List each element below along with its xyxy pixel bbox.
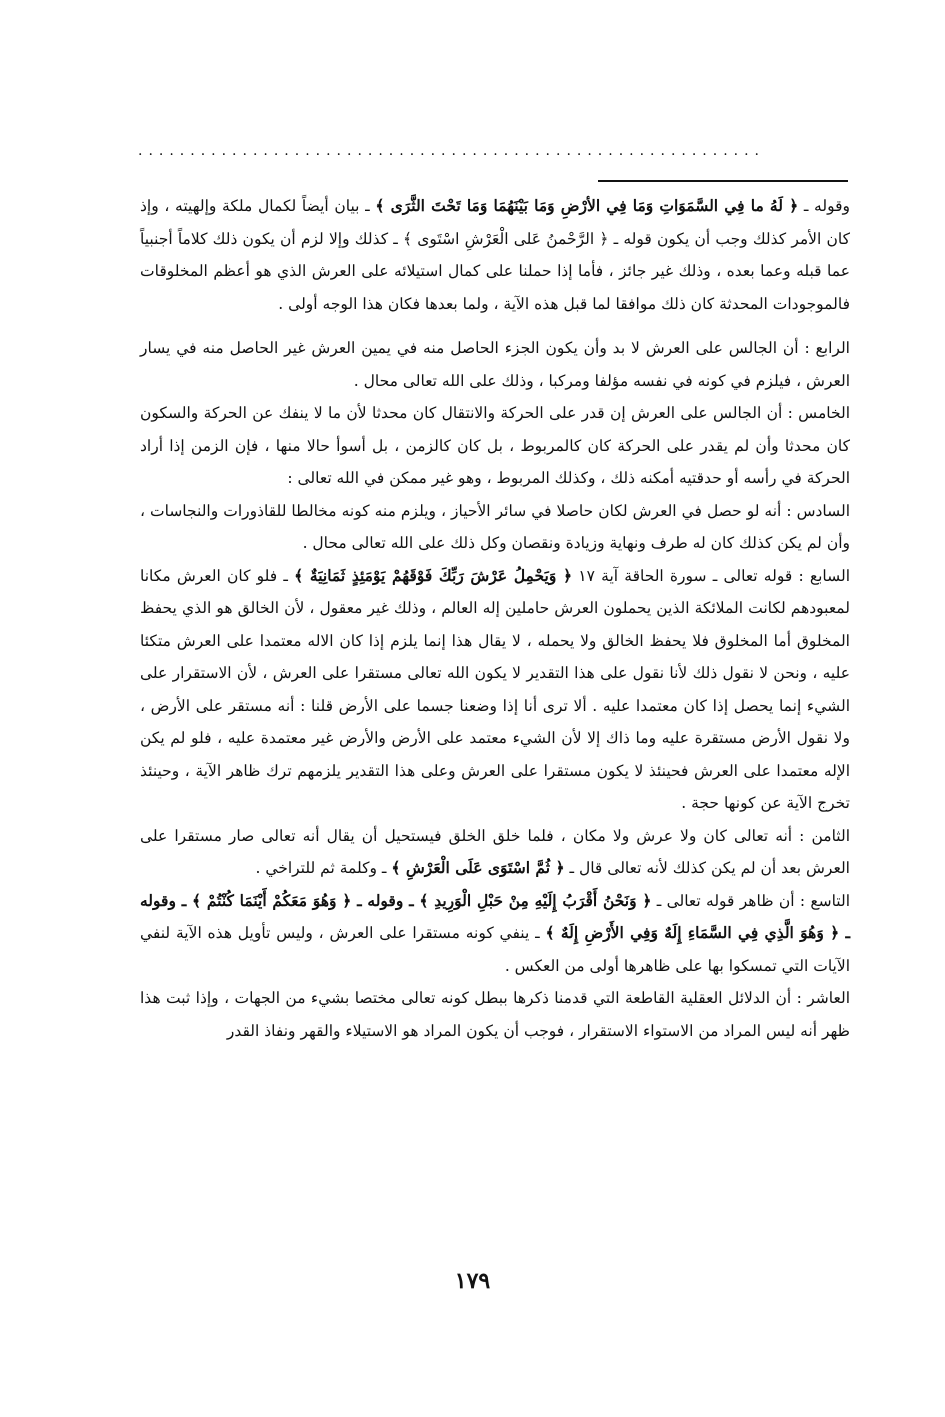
page-number: ١٧٩: [454, 1268, 491, 1294]
paragraph-2: [140, 332, 850, 397]
paragraph-8: [140, 982, 850, 1047]
paragraph-lead: وقوله ـ: [803, 197, 850, 215]
paragraph-1: [140, 190, 850, 320]
header-dotted-line: ............................................................: [138, 146, 766, 156]
quran-quote: ﴿ وَيَحْمِلُ عَرْشَ رَبِّكَ فَوْقَهُمْ يَوْمَئِذٍ ثَمَانِيَةٌ ﴾: [294, 565, 573, 585]
paragraph-lead: التاسع : أن ظاهر قوله تعالى ـ: [656, 891, 850, 910]
paragraph-text: ـ وكلمة ثم للتراخي .: [255, 859, 387, 877]
quran-quote: ﴿ ثُمَّ اسْتَوَى عَلَى الْعَرْشِ ﴾: [391, 858, 565, 877]
paragraph-text: الرابع : أن الجالس على العرش لا بد وأن يكون الجزء الحاصل منه في يمين العرش غير الحاصل منه في يسار العرش ، فيلزم في كونه في نفسه مؤلفا ومركبا ، وذلك على الله تعالى محال .: [140, 339, 850, 390]
paragraph-text: السادس : أنه لو حصل في العرش لكان حاصلا في سائر الأحياز ، ويلزم منه كونه مخالطا للقاذورات والنجاسات ، وأن لم يكن كذلك كان له طرف ونهاية وزيادة ونقصان وكل ذلك على الله تعالى محال .: [140, 501, 850, 552]
paragraph-text: ـ ينفي كونه مستقرا على العرش ، وليس تأويل هذه الآية لنفي الآيات التي تمسكوا بها على ظاهرها أولى من العكس .: [140, 924, 850, 975]
paragraph-lead: الثامن : أنه تعالى كان ولا عرش ولا مكان ، فلما خلق الخلق فيستحيل أن يقال أنه تعالى صار مستقرا على العرش بعد أن لم يكن كذلك لأنه تعالى قال ـ: [140, 826, 850, 877]
paragraph-6: [140, 820, 850, 885]
paragraph-5: [140, 560, 850, 820]
paragraph-7: [140, 885, 850, 983]
paragraph-lead: السابع : قوله تعالى ـ سورة الحاقة آية ١٧: [578, 566, 850, 585]
quran-quote: ﴿ وَنَحْنُ أَقْرَبُ إِلَيْهِ مِنْ حَبْلِ الْوَرِيدِ ﴾ ـ وقوله ـ ﴿ وَهُوَ مَعَكُمْ أَيْنَمَا كُنْتُمْ ﴾ ـ وقوله ـ ﴿ وَهُوَ الَّذِي فِي السَّمَاءِ إِلَهٌ وَفِي الأَرْضِ إِلَهٌ ﴾: [140, 890, 850, 942]
paragraph-text: العاشر : أن الدلائل العقلية القاطعة التي قدمنا ذكرها ببطل كونه تعالى مختصا بشيء من الجهات ، وإذا ثبت هذا ظهر أنه ليس المراد من الاستواء الاستقرار ، فوجب أن يكون المراد هو الاستيلاء والقهر ونفاذ القدر: [140, 989, 850, 1040]
paragraph-text: ـ بيان أيضاً لكمال ملكة وإلهيته ، وإذ كان الأمر كذلك وجب أن يكون قوله ـ ﴿ الرَّحْمنُ عَلى الْعَرْشِ اسْتَوى ﴾ ـ كذلك وإلا لزم أن يكون ذلك كلاماً أجنبياً عما قبله وعما بعده ، وذلك غير جائز ، فأما إذا حملنا على كمال استيلائه على العرش الذي هو أعظم المخلوقات فالموجودات المحدثة كان ذلك موافقا لما قبل هذه الآية ، ولما بعدها فكان هذا الوجه أولى .: [140, 197, 850, 313]
paragraph-text: الخامس : أن الجالس على العرش إن قدر على الحركة والانتقال كان محدثا لأن ما لا ينفك عن الحركة والسكون كان محدثا وأن لم يقدر على الحركة كان كالمربوط ، بل كان كالزمن ، بل أسوأ حالا منها ، فإن الزمن إذا أراد الحركة في رأسه أو حدقتيه أمكنه ذلك ، وكذلك المربوط ، وهو غير ممكن في الله تعالى :: [140, 404, 850, 487]
page-body: [140, 190, 850, 1047]
paragraph-4: [140, 495, 850, 560]
paragraph-3: [140, 397, 850, 495]
quran-quote: ﴿ لَهُ ما فِي السَّمَوَاتِ وَمَا فِي الأرْضِ وَمَا بَيْنَهُمَا وَمَا تَحْتَ الثَّرَى ﴾: [375, 196, 799, 215]
paragraph-text: ـ فلو كان العرش مكانا لمعبودهم لكانت الملائكة الذين يحملون العرش حاملين إله العالم ، وذلك غير معقول ، لأن الخالق هو الذي يحفظ المخلوق أما المخلوق فلا يحفظ الخالق ولا يحمله ، لا يقال هذا إنما يلزم إذا كان الاله معتمدا على العرش متكئا عليه ، ونحن لا نقول ذلك لأنا نقول على هذا التقدير لا يكون الله تعالى مستقرا على العرش ، لأن الاستقرار على الشيء إنما يحصل إذا كان معتمدا عليه . ألا ترى أنا إذا وضعنا جسما على الأرض قلنا : أنه مستقر على الأرض ، ولا نقول الأرض مستقرة عليه وما ذاك إلا لأن الشيء معتمد على الأرض والأرض غير معتمدة عليه ، فلو لم يكن الإله معتمدا على العرش فحينئذ لا يكون مستقرا على العرش وعلى هذا التقدير يلزمهم ترك ظاهر الآية ، وحينئذ تخرج الآية عن كونها حجة .: [140, 566, 850, 812]
header-rule: [598, 180, 848, 182]
